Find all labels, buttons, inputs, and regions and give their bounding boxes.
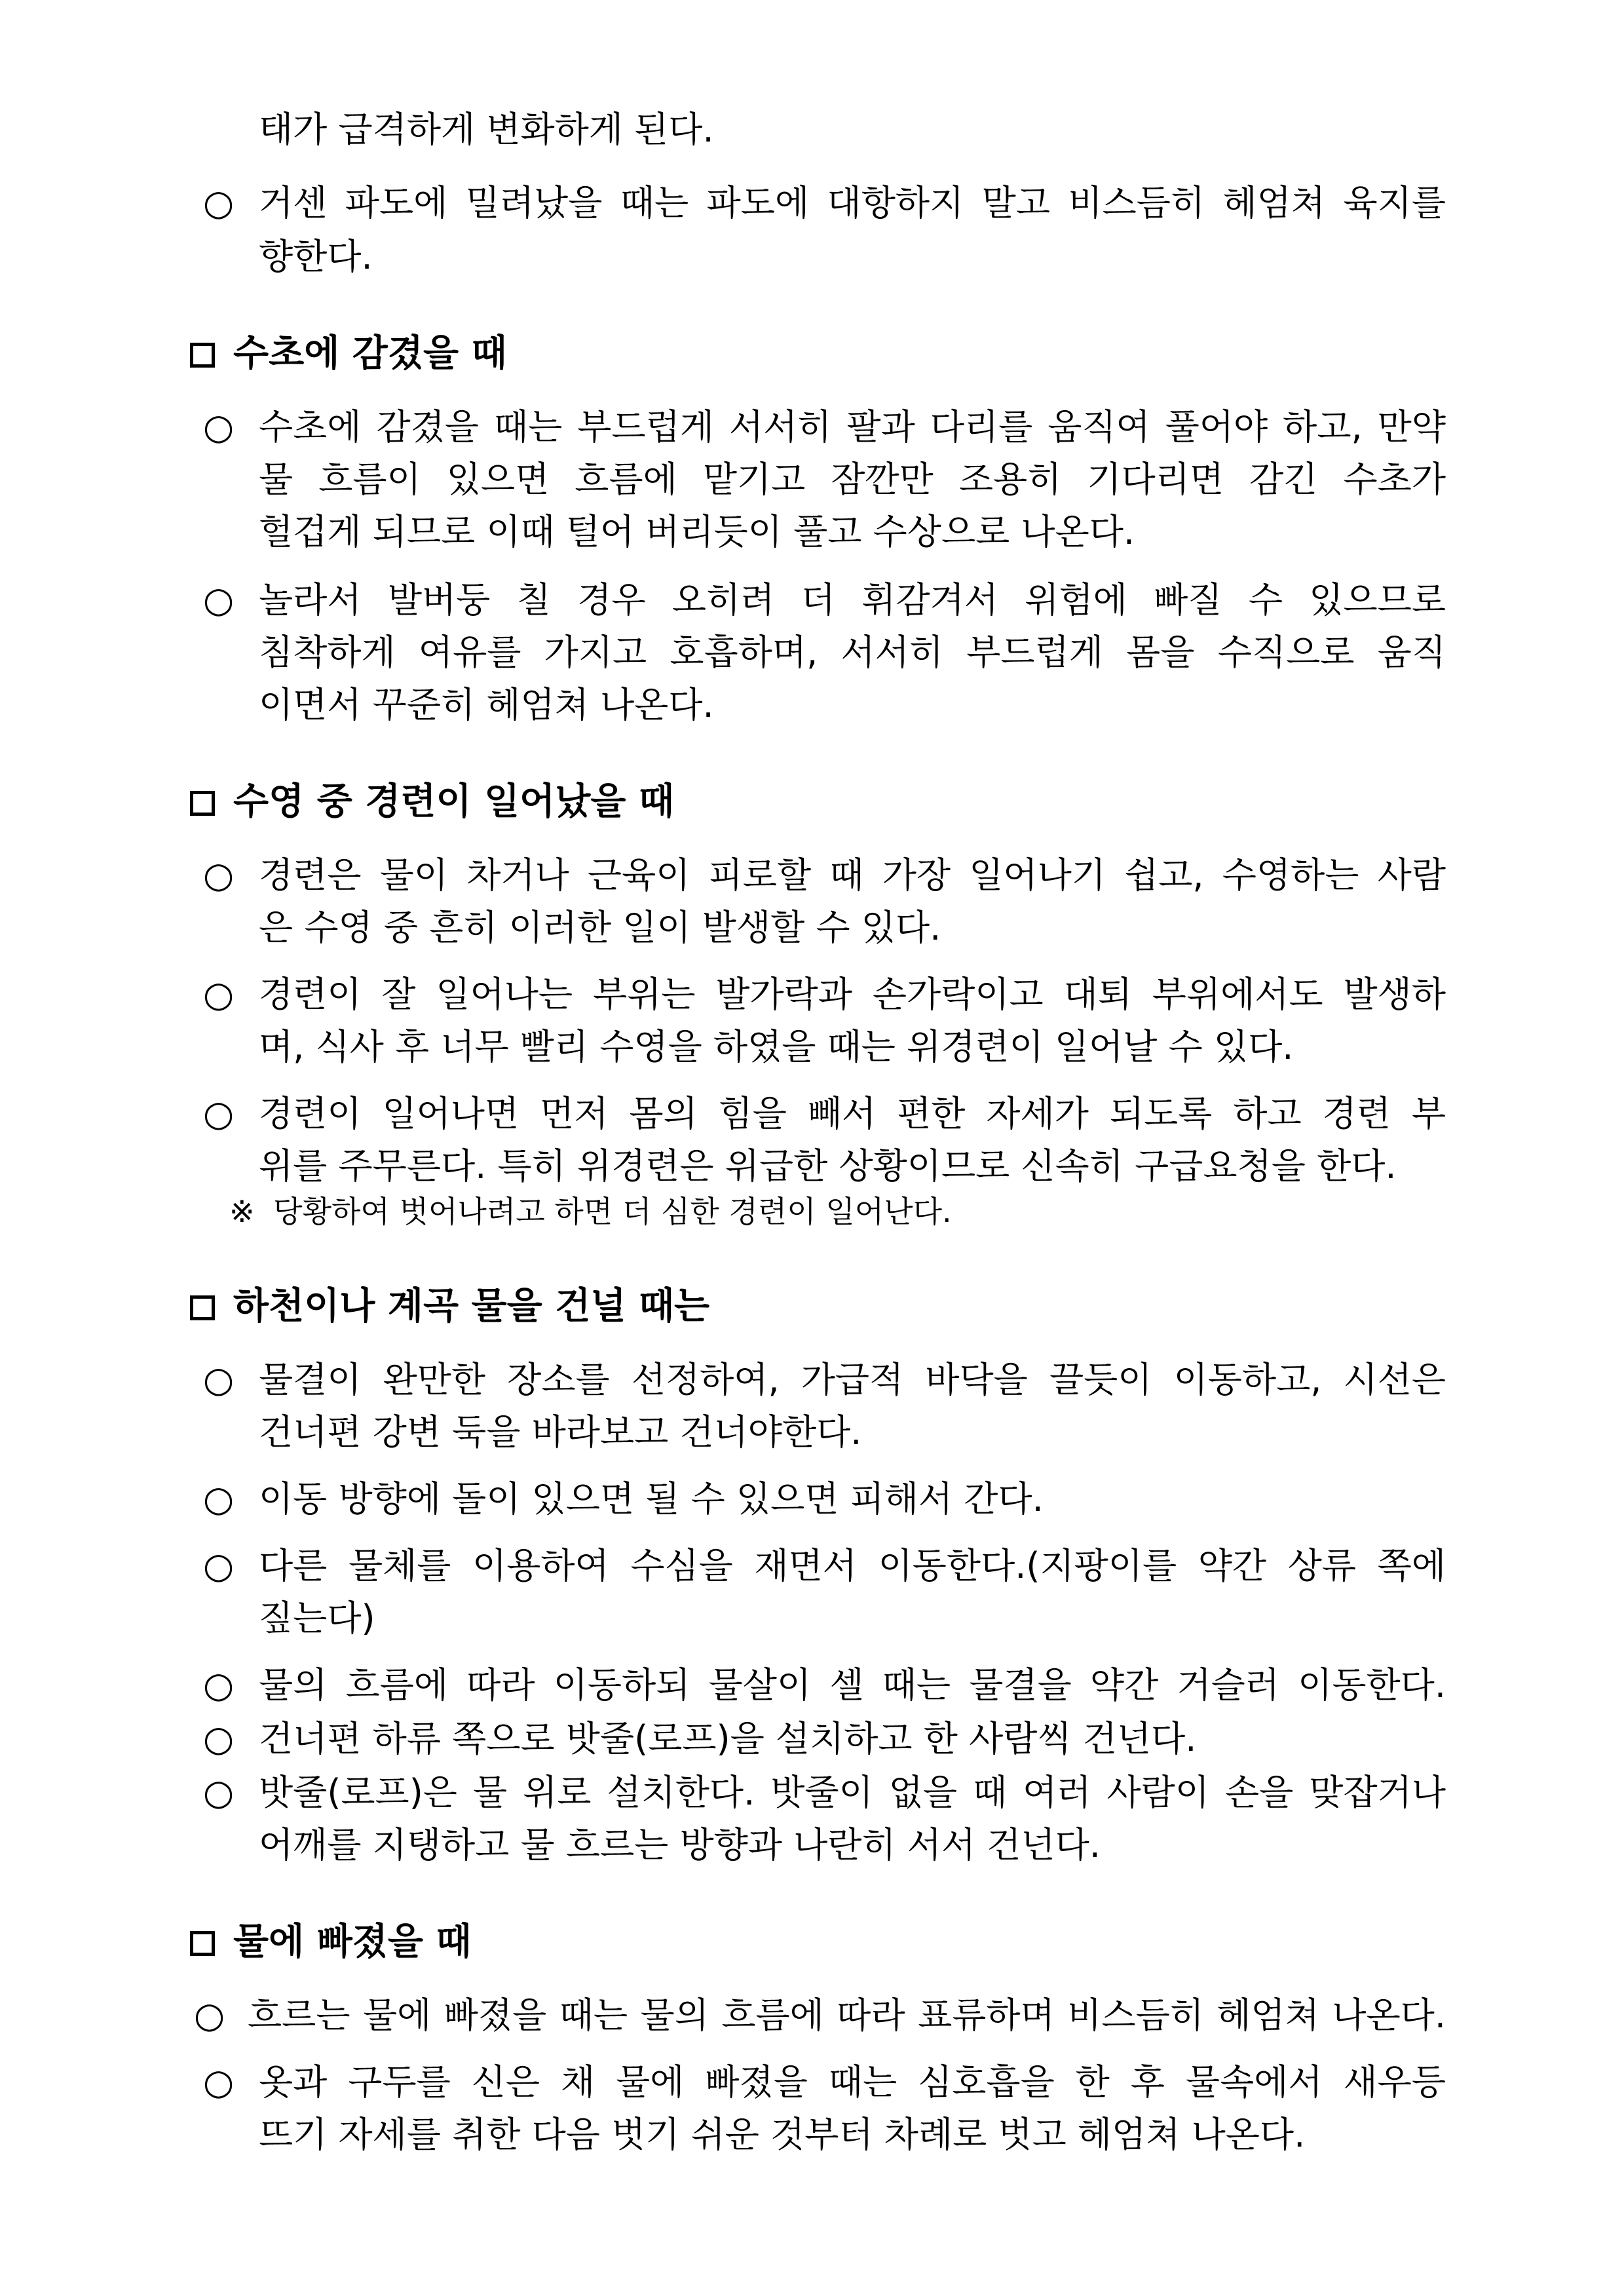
bullet-circle-icon: ○ bbox=[203, 2061, 235, 2103]
bullet-line: 물 흐름이 있으면 흐름에 맡기고 잠깐만 조용히 기다리면 감긴 수초가 bbox=[259, 459, 1446, 500]
bullet-circle-icon: ○ bbox=[203, 182, 235, 223]
checkbox-square-icon bbox=[190, 1295, 215, 1320]
intro-continuation: 태가 급격하게 변화하게 된다. bbox=[259, 109, 714, 150]
section-heading bbox=[190, 1280, 709, 1333]
bullet-circle-icon: ○ bbox=[203, 854, 235, 896]
bullet-line: 헐겁게 되므로 이때 털어 버리듯이 풀고 수상으로 나온다. bbox=[259, 511, 1135, 552]
bullet-line: 이면서 꾸준히 헤엄쳐 나온다. bbox=[259, 684, 714, 725]
bullet-circle-icon: ○ bbox=[203, 1545, 235, 1586]
bullet-line: 물의 흐름에 따라 이동하되 물살이 셀 때는 물결을 약간 거슬러 이동한다. bbox=[259, 1664, 1446, 1706]
bullet-circle-icon: ○ bbox=[203, 1664, 235, 1706]
section-heading-text: 하천이나 계곡 물을 건널 때는 bbox=[233, 1285, 710, 1328]
bullet-line: 침착하게 여유를 가지고 호흡하며, 서서히 부드럽게 몸을 수직으로 움직 bbox=[259, 632, 1446, 673]
section-heading-text: 물에 빠졌을 때 bbox=[233, 1921, 472, 1963]
bullet-line: 경련은 물이 차거나 근육이 피로할 때 가장 일어나기 쉽고, 수영하는 사람 bbox=[259, 854, 1446, 896]
bullet-line: 흐르는 물에 빠졌을 때는 물의 흐름에 따라 표류하며 비스듬히 헤엄쳐 나온다. bbox=[248, 1995, 1446, 2036]
bullet-circle-icon: ○ bbox=[203, 974, 235, 1015]
bullet-line: 다른 물체를 이용하여 수심을 재면서 이동한다.(지팡이를 약간 상류 쪽에 bbox=[259, 1545, 1446, 1586]
bullet-line: 건너편 하류 쪽으로 밧줄(로프)을 설치하고 한 사람씩 건넌다. bbox=[259, 1718, 1197, 1759]
bullet-line: 은 수영 중 흔히 이러한 일이 발생할 수 있다. bbox=[259, 907, 941, 948]
bullet-line: 건너편 강변 둑을 바라보고 건너야한다. bbox=[259, 1411, 862, 1453]
checkbox-square-icon bbox=[190, 791, 215, 816]
bullet-line: 어깨를 지탱하고 물 흐르는 방향과 나란히 서서 건넌다. bbox=[259, 1824, 1101, 1866]
section-heading-text: 수영 중 경련이 일어났을 때 bbox=[233, 780, 675, 823]
bullet-line: 향한다. bbox=[259, 236, 373, 277]
reference-mark-icon: ※ bbox=[229, 1194, 255, 1229]
bullet-line: 놀라서 발버둥 칠 경우 오히려 더 휘감겨서 위험에 빠질 수 있으므로 bbox=[259, 579, 1446, 621]
bullet-circle-icon: ○ bbox=[203, 1359, 235, 1400]
bullet-line: 위를 주무른다. 특히 위경련은 위급한 상황이므로 신속히 구급요청을 한다. bbox=[259, 1145, 1397, 1187]
note bbox=[229, 1189, 952, 1234]
section-heading bbox=[190, 776, 674, 828]
checkbox-square-icon bbox=[190, 1931, 215, 1956]
bullet-line: 경련이 일어나면 먼저 몸의 힘을 빼서 편한 자세가 되도록 하고 경련 부 bbox=[259, 1093, 1446, 1134]
section-heading bbox=[190, 328, 507, 380]
bullet-line: 며, 식사 후 너무 빨리 수영을 하였을 때는 위경련이 일어날 수 있다. bbox=[259, 1026, 1294, 1067]
bullet-line: 뜨기 자세를 취한 다음 벗기 쉬운 것부터 차례로 벗고 헤엄쳐 나온다. bbox=[259, 2114, 1306, 2155]
bullet-circle-icon: ○ bbox=[203, 1718, 235, 1759]
checkbox-square-icon bbox=[190, 343, 215, 368]
bullet-line: 거센 파도에 밀려났을 때는 파도에 대항하지 말고 비스듬히 헤엄쳐 육지를 bbox=[259, 182, 1446, 223]
bullet-circle-icon: ○ bbox=[203, 1093, 235, 1134]
section-heading-text: 수초에 감겼을 때 bbox=[233, 332, 507, 375]
bullet-line: 경련이 잘 일어나는 부위는 발가락과 손가락이고 대퇴 부위에서도 발생하 bbox=[259, 974, 1446, 1015]
bullet-line: 짚는다) bbox=[259, 1598, 375, 1639]
bullet-circle-icon: ○ bbox=[203, 1772, 235, 1813]
bullet-line: 수초에 감겼을 때는 부드럽게 서서히 팔과 다리를 움직여 풀어야 하고, 만약 bbox=[259, 406, 1446, 448]
note-text: 당황하여 벗어나려고 하면 더 심한 경련이 일어난다. bbox=[273, 1194, 952, 1229]
bullet-circle-icon: ○ bbox=[203, 579, 235, 621]
section-heading bbox=[190, 1916, 472, 1968]
bullet-circle-icon: ○ bbox=[203, 1478, 235, 1520]
bullet-circle-icon: ○ bbox=[194, 1995, 225, 2036]
bullet-line: 옷과 구두를 신은 채 물에 빠졌을 때는 심호흡을 한 후 물속에서 새우등 bbox=[259, 2061, 1446, 2103]
bullet-line: 물결이 완만한 장소를 선정하여, 가급적 바닥을 끌듯이 이동하고, 시선은 bbox=[259, 1359, 1446, 1400]
bullet-line: 밧줄(로프)은 물 위로 설치한다. 밧줄이 없을 때 여러 사람이 손을 맞잡거나 bbox=[259, 1772, 1446, 1813]
bullet-circle-icon: ○ bbox=[203, 406, 235, 448]
bullet-line: 이동 방향에 돌이 있으면 될 수 있으면 피해서 간다. bbox=[259, 1478, 1044, 1520]
